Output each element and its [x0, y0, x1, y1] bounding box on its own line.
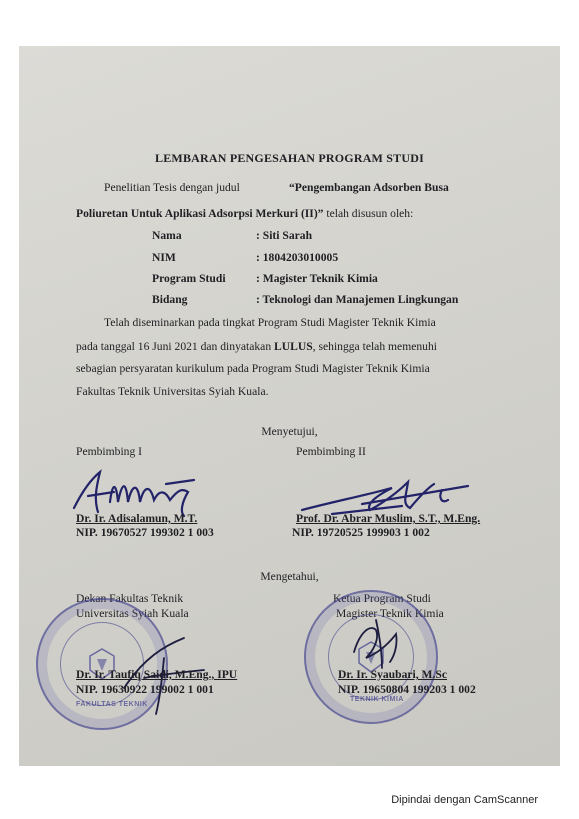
dean-nip: NIP. 19630922 199002 1 001 [76, 683, 214, 696]
approval-heading: Menyetujui, [261, 425, 318, 438]
stamp-text-left: FAKULTAS TEKNIK [76, 701, 148, 708]
dean-name: Dr. Ir. Taufiq Saidi, M.Eng., IPU [76, 668, 238, 681]
field-label-nim: NIM [152, 251, 176, 264]
advisor1-signature [70, 462, 210, 518]
field-label-program: Program Studi [152, 272, 226, 285]
intro-tail: telah disusun oleh: [323, 207, 414, 220]
head-name: Dr. Ir. Syaubari, M.Sc [338, 668, 447, 681]
acknowledgement-heading: Mengetahui, [260, 570, 319, 583]
field-value-program: : Magister Teknik Kimia [256, 272, 378, 285]
head-role-line2: Magister Teknik Kimia [336, 607, 444, 620]
paragraph-line1: Telah diseminarkan pada tingkat Program Studi Magister Teknik Kimia [104, 316, 436, 329]
stamp-text-right: TEKNIK KIMIA [350, 696, 404, 703]
scanner-watermark: Dipindai dengan CamScanner [391, 794, 538, 806]
advisor2-nip: NIP. 19720525 199903 1 002 [292, 526, 430, 539]
paragraph-line2 [76, 340, 437, 354]
dean-role-line2: Universitas Syiah Kuala [76, 607, 189, 620]
field-label-name: Nama [152, 229, 182, 242]
advisor1-role: Pembimbing I [76, 445, 143, 458]
advisor1-name: Dr. Ir. Adisalamun, M.T. [76, 512, 198, 525]
head-role-line1: Ketua Program Studi [333, 592, 431, 605]
paragraph-line2-a: pada tanggal 16 Juni 2021 dan dinyatakan [76, 340, 275, 353]
advisor2-role: Pembimbing II [296, 445, 366, 458]
head-nip: NIP. 19650804 199203 1 002 [338, 683, 476, 696]
result-lulus: LULUS [274, 340, 313, 353]
paragraph-line3: sebagian persyaratan kurikulum pada Program Studi Magister Teknik Kimia [76, 362, 430, 375]
field-label-bidang: Bidang [152, 293, 188, 306]
advisor2-name: Prof. Dr. Abrar Muslim, S.T., M.Eng. [296, 512, 481, 525]
page-title: LEMBARAN PENGESAHAN PROGRAM STUDI [155, 151, 424, 165]
paragraph-line2-c: , sehingga telah memenuhi [312, 340, 437, 353]
field-value-nim: : 1804203010005 [256, 251, 339, 264]
thesis-title-line1: “Pengembangan Adsorben Busa [289, 181, 449, 194]
paragraph-line4: Fakultas Teknik Universitas Syiah Kuala. [76, 385, 269, 398]
head-signature [346, 612, 416, 670]
intro-lead: Penelitian Tesis dengan judul [104, 181, 240, 194]
intro-line2 [76, 207, 413, 221]
field-value-name: : Siti Sarah [256, 229, 313, 242]
advisor1-nip: NIP. 19670527 199302 1 003 [76, 526, 214, 539]
dean-role-line1: Dekan Fakultas Teknik [76, 592, 184, 605]
field-value-bidang: : Teknologi dan Manajemen Lingkungan [256, 293, 459, 306]
thesis-title-line2: Poliuretan Untuk Aplikasi Adsorpsi Merkuri (II)” [76, 207, 324, 220]
